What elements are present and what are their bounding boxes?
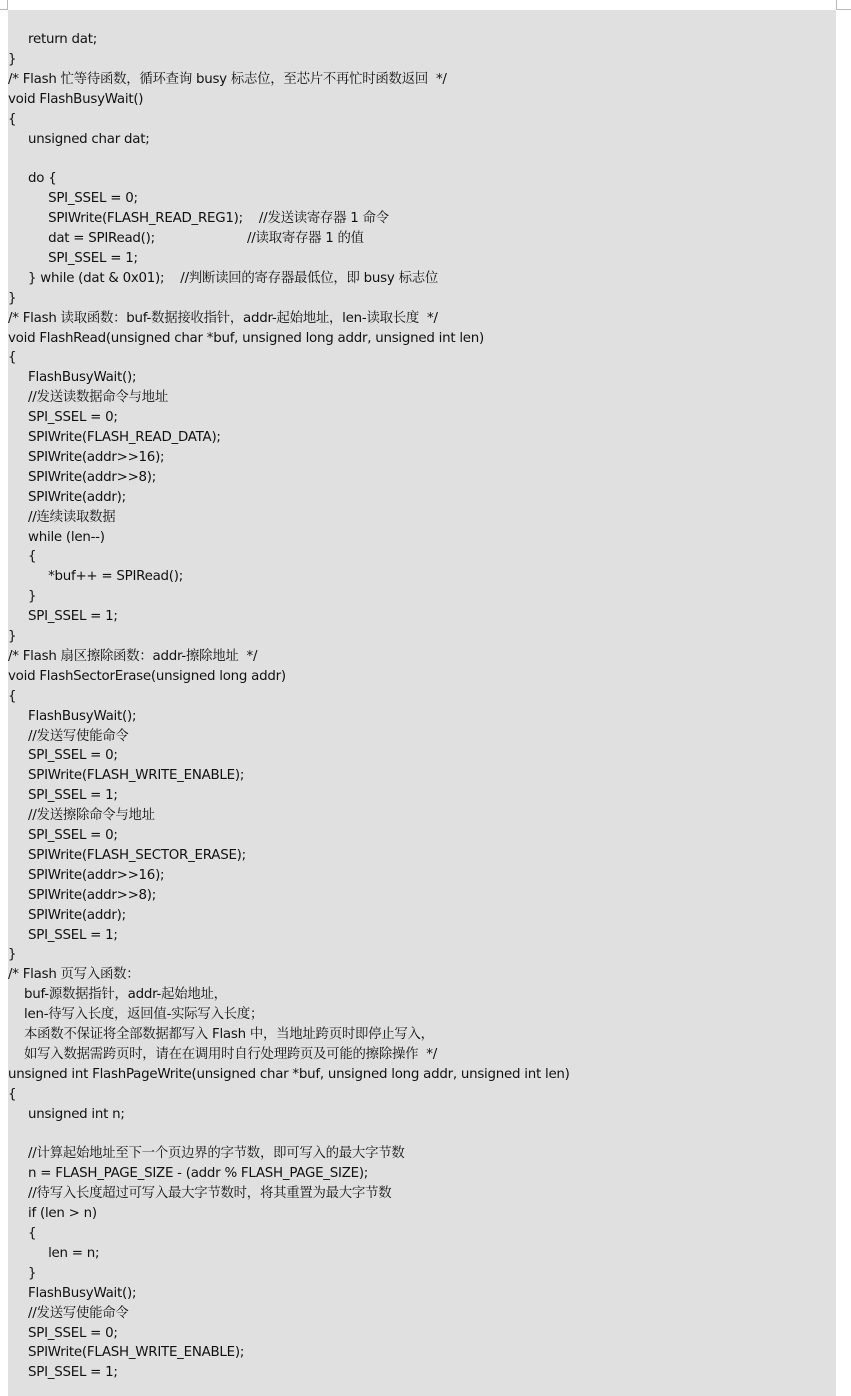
- code-line: void FlashRead(unsigned char *buf, unsigned long addr, unsigned int len): [8, 330, 485, 346]
- code-line: len = n;: [8, 1245, 100, 1261]
- code-line: }: [8, 1265, 37, 1281]
- code-line: }: [8, 589, 37, 605]
- code-line: //连续读取数据: [8, 509, 116, 525]
- code-line: FlashBusyWait();: [8, 1285, 137, 1301]
- code-line: n = FLASH_PAGE_SIZE - (addr % FLASH_PAGE_SIZE);: [8, 1166, 369, 1182]
- code-line: SPIWrite(FLASH_WRITE_ENABLE);: [8, 1345, 245, 1361]
- code-line: SPI_SSEL = 0;: [8, 191, 138, 207]
- code-line: }: [8, 290, 17, 306]
- code-line: SPIWrite(addr>>8);: [8, 887, 157, 903]
- page-corner-mark-left: [0, 0, 8, 10]
- code-line: /* Flash 读取函数：buf-数据接收指针，addr-起始地址，len-读取长度 */: [8, 310, 438, 326]
- code-line: }: [8, 947, 17, 963]
- code-line: SPIWrite(FLASH_READ_REG1); //发送读寄存器 1 命令: [8, 211, 389, 227]
- code-line: SPI_SSEL = 1;: [8, 1365, 118, 1381]
- code-line: return dat;: [8, 32, 97, 47]
- code-line: FlashBusyWait();: [8, 370, 137, 386]
- code-line: }: [8, 51, 17, 67]
- code-line: //发送读数据命令与地址: [8, 390, 168, 406]
- code-line: SPIWrite(addr>>16);: [8, 449, 165, 465]
- code-line: SPIWrite(FLASH_WRITE_ENABLE);: [8, 768, 245, 784]
- code-line: 本函数不保证将全部数据都写入 Flash 中，当地址跨页时即停止写入，: [8, 1027, 434, 1042]
- page-corner-mark-right: [836, 0, 851, 10]
- code-line: SPI_SSEL = 1;: [8, 609, 118, 625]
- code-line: //发送擦除命令与地址: [8, 808, 155, 824]
- code-line: *buf++ = SPIRead();: [8, 569, 184, 585]
- code-line: while (len--): [8, 529, 105, 545]
- code-line: SPIWrite(addr>>8);: [8, 469, 157, 485]
- code-line: SPIWrite(addr);: [8, 907, 126, 923]
- code-line: if (len > n): [8, 1206, 97, 1222]
- code-line: {: [8, 350, 17, 366]
- code-line: SPIWrite(addr);: [8, 489, 126, 505]
- code-line: unsigned int n;: [8, 1106, 125, 1122]
- code-line: SPI_SSEL = 0;: [8, 828, 118, 843]
- code-line: SPI_SSEL = 1;: [8, 788, 118, 804]
- code-line: {: [8, 1086, 17, 1102]
- code-line: unsigned int FlashPageWrite(unsigned char *buf, unsigned long addr, unsigned int len): [8, 1066, 570, 1082]
- code-line: //发送写使能命令: [8, 1305, 129, 1321]
- code-line: SPIWrite(addr>>16);: [8, 867, 165, 883]
- code-line: len-待写入长度，返回值-实际写入长度；: [8, 1007, 264, 1023]
- code-line: SPI_SSEL = 0;: [8, 410, 118, 426]
- code-line: unsigned char dat;: [8, 131, 150, 147]
- code-line: SPI_SSEL = 0;: [8, 1325, 118, 1341]
- code-line: buf-源数据指针，addr-起始地址，: [8, 987, 227, 1003]
- code-line: }: [8, 629, 17, 644]
- code-line: SPIWrite(FLASH_READ_DATA);: [8, 430, 221, 445]
- code-line: } while (dat & 0x01); //判断读回的寄存器最低位，即 busy 标志位: [8, 270, 438, 286]
- code-line: //发送写使能命令: [8, 728, 129, 744]
- code-line: {: [8, 111, 17, 127]
- code-line: //待写入长度超过可写入最大字节数时，将其重置为最大字节数: [8, 1186, 392, 1202]
- code-line: {: [8, 549, 37, 565]
- code-line: {: [8, 1226, 37, 1241]
- code-line: FlashBusyWait();: [8, 708, 137, 724]
- code-line: //计算起始地址至下一个页边界的字节数，即可写入的最大字节数: [8, 1146, 405, 1162]
- code-line: SPI_SSEL = 0;: [8, 748, 118, 764]
- code-line: /* Flash 忙等待函数，循环查询 busy 标志位，至芯片不再忙时函数返回 */: [8, 71, 447, 87]
- code-line: 如写入数据需跨页时，请在在调用时自行处理跨页及可能的擦除操作 */: [8, 1046, 437, 1062]
- code-line: /* Flash 页写入函数：: [8, 967, 140, 983]
- code-line: void FlashSectorErase(unsigned long addr): [8, 668, 286, 684]
- code-line: /* Flash 扇区擦除函数：addr-擦除地址 */: [8, 648, 258, 664]
- code-line: do {: [8, 171, 57, 187]
- code-line: {: [8, 688, 17, 704]
- code-line: SPIWrite(FLASH_SECTOR_ERASE);: [8, 847, 246, 863]
- code-line: SPI_SSEL = 1;: [8, 927, 118, 943]
- code-line: void FlashBusyWait(): [8, 91, 144, 107]
- code-line: SPI_SSEL = 1;: [8, 250, 138, 266]
- code-line: dat = SPIRead(); //读取寄存器 1 的值: [8, 231, 364, 246]
